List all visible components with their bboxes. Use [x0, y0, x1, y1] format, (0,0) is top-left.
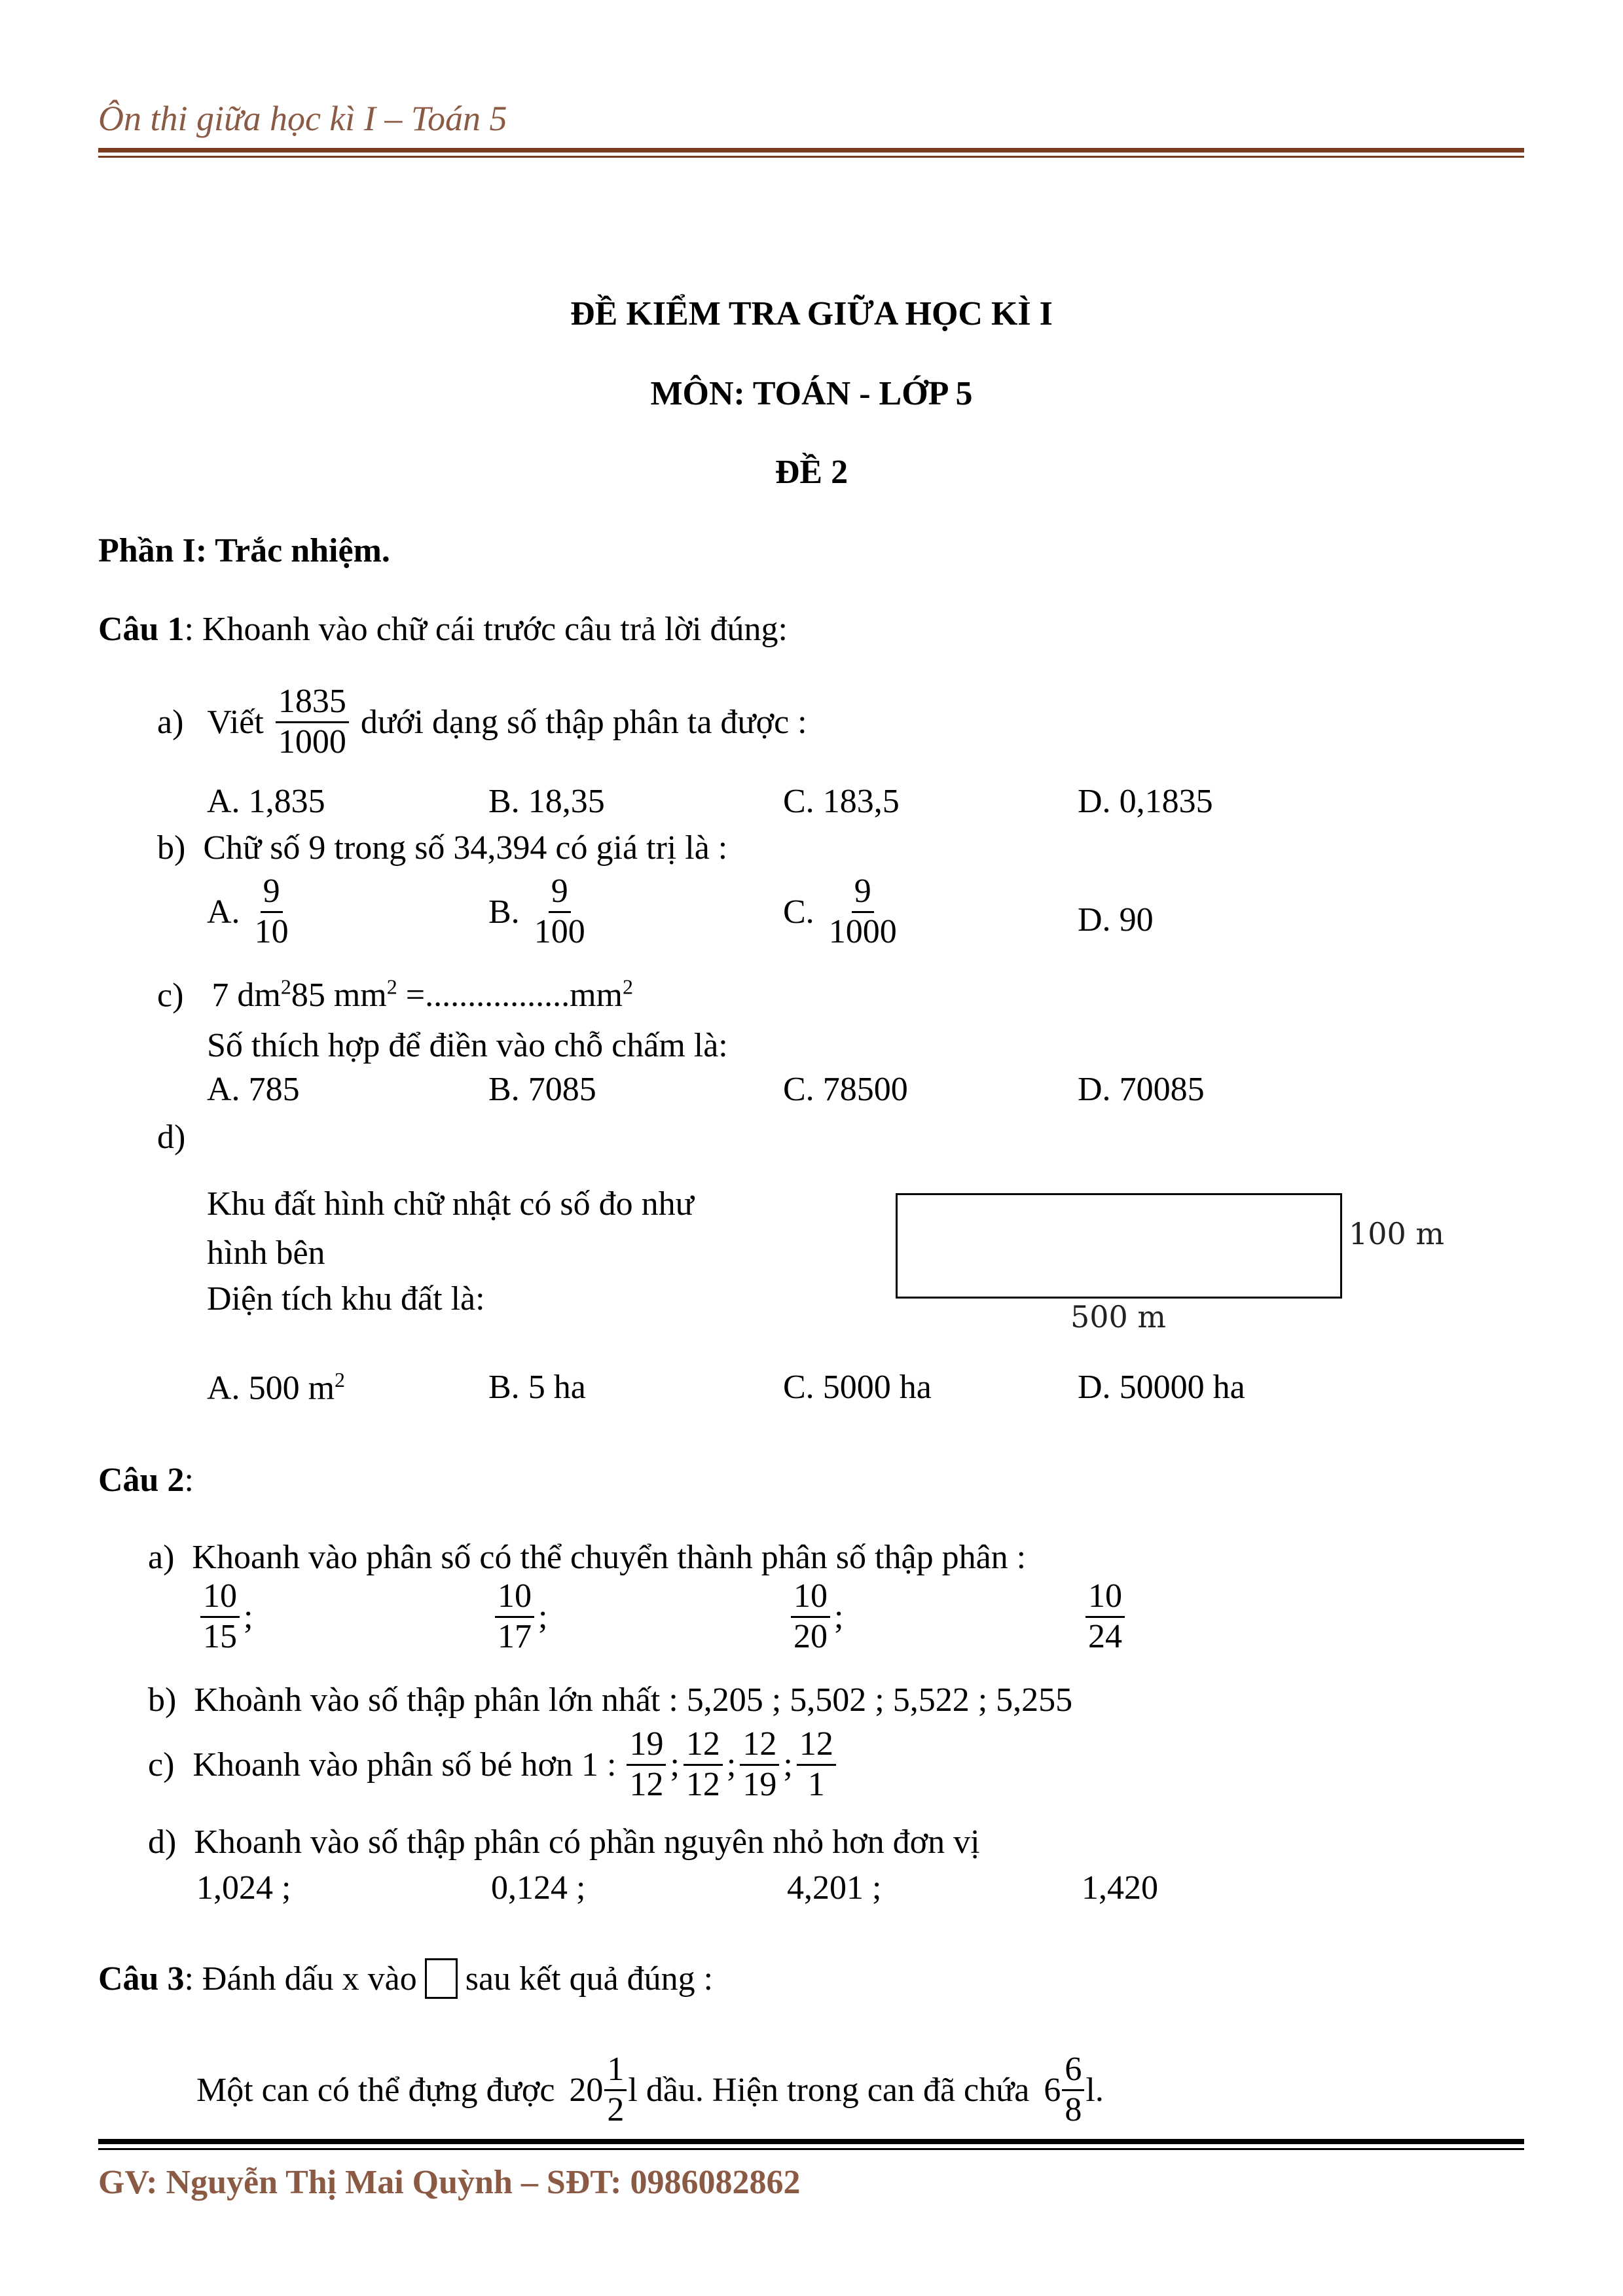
q2d-question [148, 1823, 980, 1861]
q2d-prefix: d) [148, 1823, 177, 1861]
q3-heading [98, 1958, 713, 1999]
q3-line-c: l. [1085, 2071, 1104, 2109]
q2a-fraction-3[interactable]: $\frac{10}{20}$ ; [787, 1579, 843, 1655]
option-fraction: $\frac{9}{100}$ [534, 872, 585, 950]
q2b-text: Khoành vào số thập phân lớn nhất : 5,205 ; 5,502 ; 5,522 ; 5,255 [194, 1681, 1073, 1719]
page-footer: GV: Nguyễn Thị Mai Quỳnh – SĐT: 0986082862 [98, 2164, 801, 2201]
q2d-text: Khoanh vào số thập phân có phần nguyên nhỏ hơn đơn vị [194, 1823, 980, 1861]
fraction: $\frac{10}{24}$ [1085, 1579, 1125, 1655]
q2d-value-4[interactable]: 1,420 [1082, 1869, 1158, 1907]
q2-label: Câu 2 [98, 1462, 185, 1499]
q1c-prefix: c) [157, 977, 184, 1014]
q2d-value-3[interactable]: 4,201 ; [787, 1869, 882, 1907]
header-rule [98, 148, 1524, 152]
exam-subject: MÔN: TOÁN - LỚP 5 [650, 375, 973, 412]
fraction: $\frac{10}{20}$ [791, 1579, 830, 1655]
q2c-fraction-2[interactable]: $\frac{12}{12}$ [684, 1727, 723, 1803]
footer-rule [98, 2139, 1524, 2144]
mixed-number-2-fraction: $\frac{6}{8}$ [1062, 2052, 1084, 2128]
q1b-option-b[interactable]: B. $\frac{9}{100}$ [488, 874, 592, 950]
land-rectangle-figure [896, 1193, 1342, 1299]
q2c-text: Khoanh vào phân số bé hơn 1 : [192, 1746, 617, 1784]
header-rule-thin [98, 156, 1524, 158]
exam-number: ĐỀ 2 [775, 454, 848, 491]
fraction: $\frac{10}{15}$ [200, 1579, 240, 1655]
q2a-fraction-2[interactable]: $\frac{10}{17}$ ; [491, 1579, 547, 1655]
q1a-text-before: Viết [207, 703, 264, 741]
q1-label: Câu 1 [98, 611, 185, 648]
footer-rule-thin [98, 2148, 1524, 2150]
q3-text-after: sau kết quả đúng : [465, 1960, 714, 1998]
q3-label: Câu 3 [98, 1960, 185, 1998]
q2a-fraction-1[interactable]: $\frac{10}{15}$ ; [196, 1579, 253, 1655]
q1-heading [98, 610, 788, 649]
exam-title: ĐỀ KIỂM TRA GIỮA HỌC KÌ I [570, 295, 1053, 332]
q2-heading: Câu 2: [98, 1462, 194, 1499]
fraction-numerator: 1835 [276, 684, 349, 723]
q1b-option-d[interactable]: D. 90 [1078, 901, 1154, 939]
q1a-option-b[interactable]: B. 18,35 [488, 783, 605, 820]
q1a-fraction [276, 684, 349, 760]
option-fraction: $\frac{9}{1000}$ [828, 872, 897, 950]
q2b-question [148, 1681, 1072, 1719]
fraction-denominator: 1000 [278, 723, 346, 761]
q2c-fraction-1[interactable]: $\frac{19}{12}$ [627, 1727, 666, 1803]
q1a-question [157, 684, 807, 760]
q2a-text: Khoanh vào phân số có thể chuyển thành phân số thập phân : [192, 1539, 1027, 1576]
mixed-number-1-fraction: $\frac{1}{2}$ [604, 2052, 627, 2128]
q1c-expression: 7 $dm^285$ $mm^2 =.................mm^2$ [211, 975, 633, 1014]
q1b-text: Chữ số 9 trong số 34,394 có giá trị là : [203, 829, 728, 867]
q1b-question [157, 829, 727, 867]
q2a-fraction-4[interactable] [1082, 1579, 1129, 1655]
q2b-prefix: b) [148, 1681, 177, 1719]
q3-text-before: : Đánh dấu x vào [184, 1960, 417, 1998]
q1a-option-a[interactable]: A. 1,835 [207, 783, 325, 820]
width-label: 500 m [1070, 1299, 1167, 1335]
q2d-value-2[interactable]: 0,124 ; [491, 1869, 586, 1907]
q1b-prefix: b) [157, 829, 186, 867]
option-fraction: $\frac{9}{10}$ [254, 872, 289, 950]
q1d-prefix: d) [157, 1119, 186, 1156]
fraction: $\frac{10}{17}$ [495, 1579, 534, 1655]
mixed-number-1-whole: 20 [569, 2071, 604, 2109]
q1-instruction: : Khoanh vào chữ cái trước câu trả lời đúng: [184, 611, 788, 648]
q1b-option-a[interactable]: A. $\frac{9}{10}$ [207, 874, 295, 950]
page-header: Ôn thi giữa học kì I – Toán 5 [98, 99, 507, 138]
q1c-option-a[interactable]: A. 785 [207, 1071, 300, 1108]
q2c-question: c) Khoanh vào phân số bé hơn 1 : $\frac{19}{12}$ ; $\frac{12}{12}$ ; $\frac{12}{19}$ ; $\frac{12}{1}$ [148, 1727, 840, 1803]
part1-heading: Phần I: Trắc nhiệm. [98, 532, 390, 569]
q1c-option-c[interactable]: C. 78500 [783, 1071, 908, 1108]
q1a-option-d[interactable]: D. 0,1835 [1078, 783, 1213, 820]
q2d-value-1[interactable]: 1,024 ; [196, 1869, 291, 1907]
q1d-line1: Khu đất hình chữ nhật có số đo như [207, 1185, 694, 1223]
q1c-subtext: Số thích hợp để điền vào chỗ chấm là: [207, 1027, 728, 1064]
q1d-line2: hình bên [207, 1234, 325, 1272]
q1d-option-d[interactable]: D. 50000 ha [1078, 1369, 1245, 1406]
checkbox-icon [425, 1958, 458, 1999]
q1a-prefix: a) [157, 703, 184, 741]
q1d-option-c[interactable]: C. 5000 ha [783, 1369, 932, 1406]
q1a-text-after: dưới dạng số thập phân ta được : [360, 703, 807, 741]
q2a-prefix: a) [148, 1539, 175, 1576]
q1d-line3: Diện tích khu đất là: [207, 1280, 485, 1318]
q1c-option-d[interactable]: D. 70085 [1078, 1071, 1205, 1108]
q1a-option-c[interactable]: C. 183,5 [783, 783, 900, 820]
q2c-prefix: c) [148, 1746, 175, 1784]
q1d-option-b[interactable]: B. 5 ha [488, 1369, 586, 1406]
q1d-option-a[interactable]: A. 500 $m^2$ [207, 1368, 346, 1407]
q2c-fraction-3[interactable]: $\frac{12}{19}$ [740, 1727, 779, 1803]
q3-line-b: l dầu. Hiện trong can đã chứa [628, 2071, 1030, 2109]
q3-problem [196, 2052, 1104, 2128]
q2c-fraction-4[interactable]: $\frac{12}{1}$ [797, 1727, 836, 1803]
mixed-number-2-whole: 6 [1044, 2071, 1061, 2109]
height-label: 100 m [1349, 1216, 1445, 1251]
q1c-question [157, 975, 633, 1014]
q1c-option-b[interactable]: B. 7085 [488, 1071, 596, 1108]
q3-line-a: Một can có thể đựng được [196, 2071, 555, 2109]
q2a-question [148, 1538, 1026, 1577]
q1b-option-c[interactable]: C. $\frac{9}{1000}$ [783, 874, 903, 950]
